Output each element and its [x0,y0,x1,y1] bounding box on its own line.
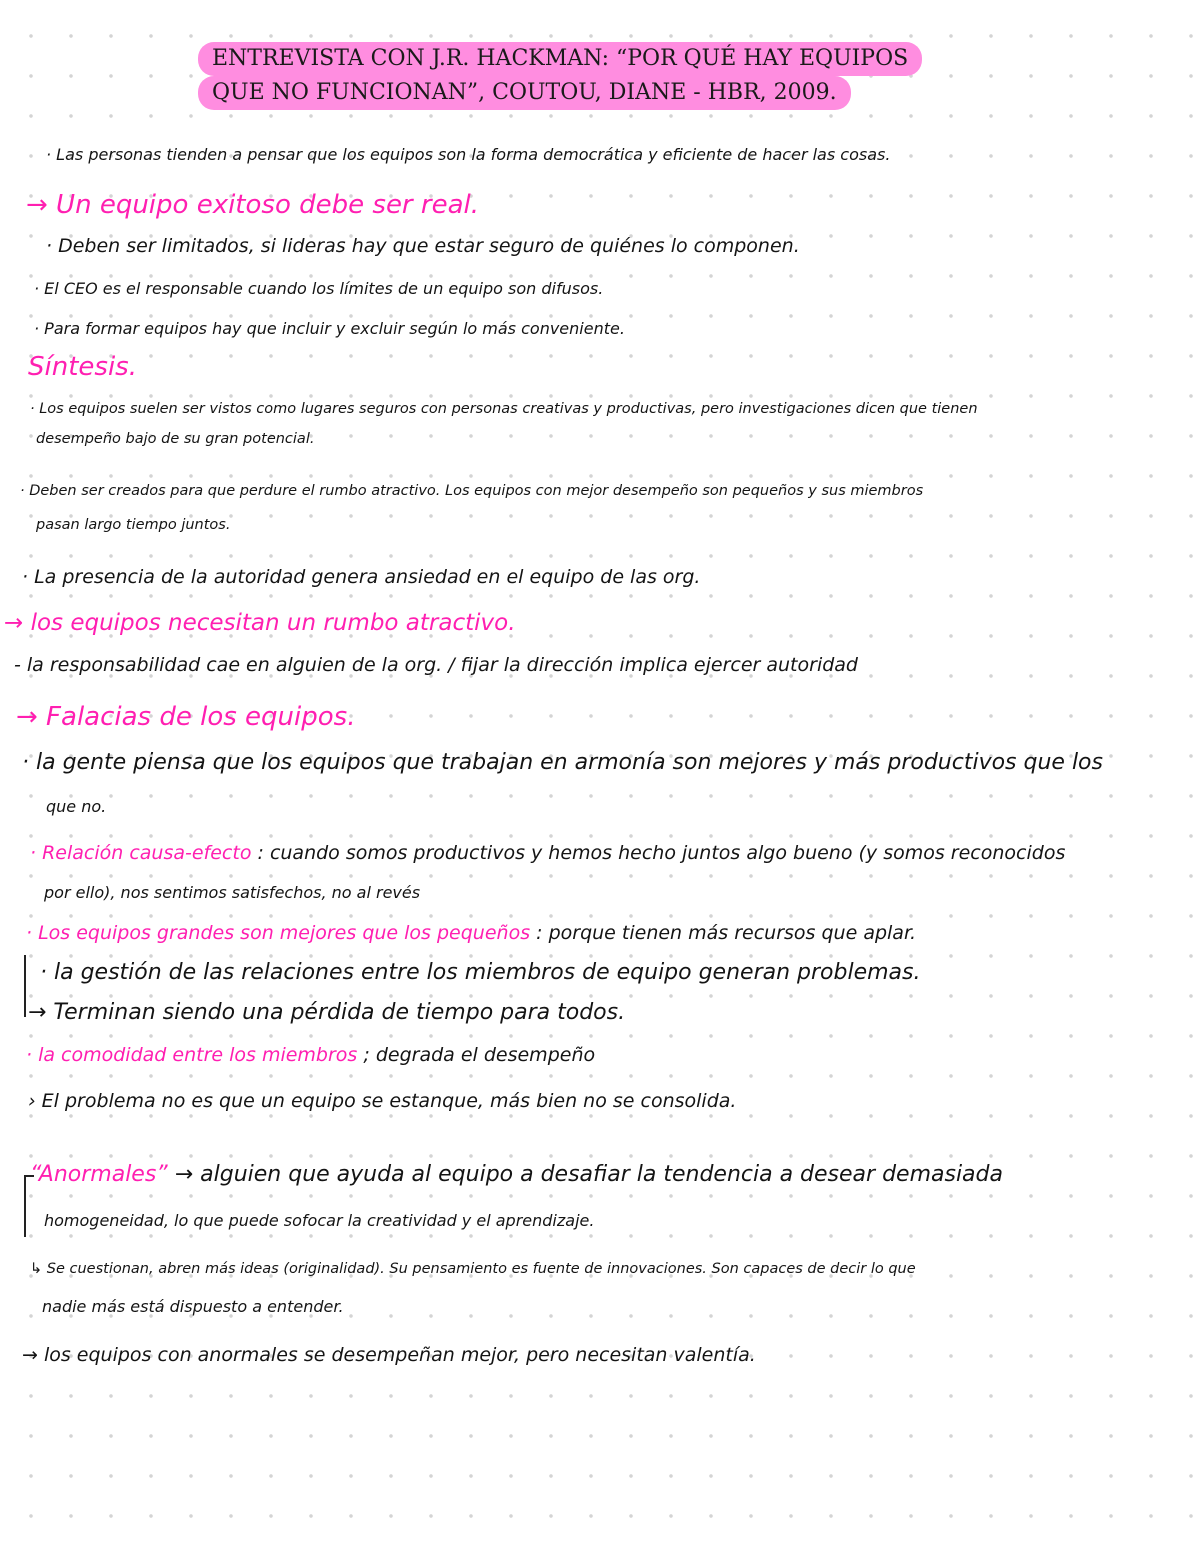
comfort-text: ; degrada el desempeño [363,1044,596,1066]
falacias-bullet-1-line-2: que no. [46,797,107,816]
sintesis-bullet-3: · La presencia de la autoridad genera ansiedad en el equipo de las org. [22,566,701,588]
section-heading-sintesis: Síntesis. [28,352,137,382]
sub-point-bracket [24,955,26,1017]
falacias-bullet-3 [26,920,916,946]
falacias-sub-1: · la gestión de las relaciones entre los miembros de equipo generan problemas. [40,960,921,985]
big-teams-label: · Los equipos grandes son mejores que los pequeños [26,922,531,944]
title-line-2: QUE NO FUNCIONAN”, COUTOU, DIANE - HBR, 2009. [198,76,851,110]
cause-effect-label: · Relación causa-efecto [30,842,252,864]
sintesis-bullet-2-line-1: · Deben ser creados para que perdure el rumbo atractivo. Los equipos con mejor desempeño son pequeños y sus miembros [20,483,924,499]
comfort-label: · la comodidad entre los miembros [26,1044,358,1066]
real-team-bullet-3: · Para formar equipos hay que incluir y excluir según lo más conveniente. [34,319,625,338]
falacias-bullet-1-line-1: · la gente piensa que los equipos que trabajan en armonía son mejores y más productivos que los [22,750,1103,775]
rumbo-bullet-1: - la responsabilidad cae en alguien de la org. / fijar la dirección implica ejercer autoridad [14,654,858,676]
real-team-bullet-1: · Deben ser limitados, si lideras hay que estar seguro de quiénes lo componen. [46,235,800,257]
falacias-bullet-2-line-2: por ello), nos sentimos satisfechos, no al revés [44,883,421,902]
section-heading-real-team: → Un equipo exitoso debe ser real. [26,190,479,220]
sintesis-bullet-2-line-2: pasan largo tiempo juntos. [36,517,231,533]
anormales-line-5: → los equipos con anormales se desempeñan mejor, pero necesitan valentía. [22,1344,756,1366]
falacias-bullet-2-line-1 [30,840,1065,866]
cause-effect-text: : cuando somos productivos y hemos hecho juntos algo bueno (y somos reconocidos [257,842,1066,864]
section-heading-falacias: → Falacias de los equipos. [16,702,356,732]
anormales-term: “Anormales” [30,1162,168,1187]
anormales-line-1 [30,1162,1003,1188]
falacias-bullet-4 [26,1042,595,1068]
big-teams-text: : porque tienen más recursos que aplar. [536,922,917,944]
intro-bullet: · Las personas tienden a pensar que los equipos son la forma democrática y eficiente de hacer las cosas. [46,145,891,164]
anormales-line-4: nadie más está dispuesto a entender. [42,1297,344,1316]
title-block [198,42,1028,110]
real-team-bullet-2: · El CEO es el responsable cuando los límites de un equipo son difusos. [34,279,604,298]
anormales-line-3: ↳ Se cuestionan, abren más ideas (originalidad). Su pensamiento es fuente de innovaciones. Son capaces de decir lo que [30,1261,916,1277]
sintesis-bullet-1-line-2: desempeño bajo de su gran potencial. [36,431,315,447]
anormales-line-2: homogeneidad, lo que puede sofocar la creatividad y el aprendizaje. [44,1211,595,1230]
falacias-bullet-5: › El problema no es que un equipo se estanque, más bien no se consolida. [28,1090,737,1112]
title-line-1: ENTREVISTA CON J.R. HACKMAN: “POR QUÉ HAY EQUIPOS [198,42,922,76]
falacias-sub-2: → Terminan siendo una pérdida de tiempo para todos. [28,1000,626,1025]
anormales-definition: → alguien que ayuda al equipo a desafiar la tendencia a desear demasiada [174,1162,1003,1187]
section-heading-rumbo: → los equipos necesitan un rumbo atractivo. [4,610,516,636]
sintesis-bullet-1-line-1: · Los equipos suelen ser vistos como lugares seguros con personas creativas y productivas, pero investigaciones dicen que tienen [30,401,978,417]
